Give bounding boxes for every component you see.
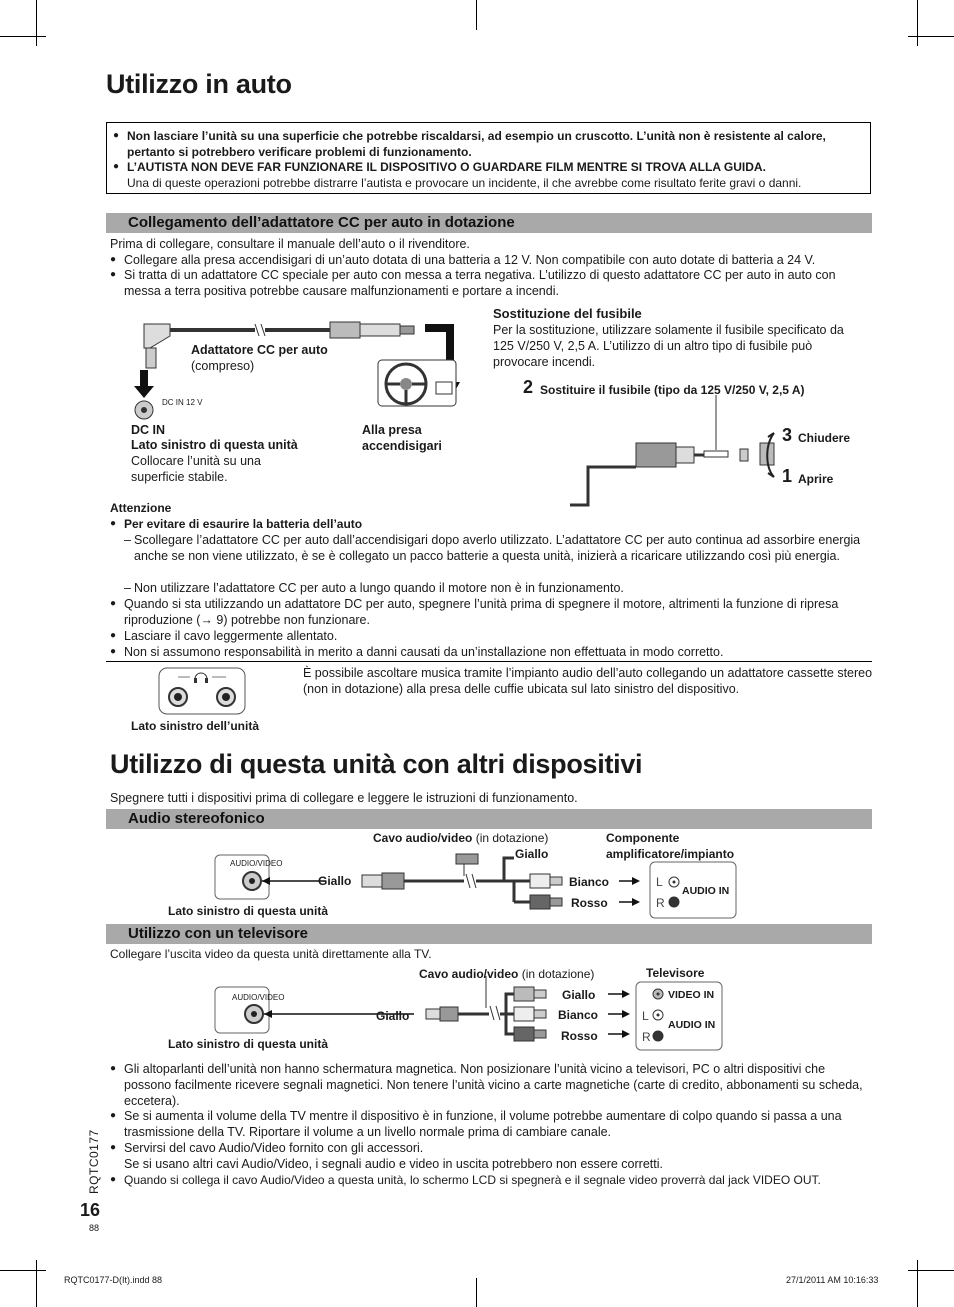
crop-mark [36,0,37,46]
headphone-text: È possibile ascoltare musica tramite l’impianto audio dell’auto collegando un adattatore cassette stereo (non in dotazione) alla presa delle cuffie ubicata sul lato sinistro del dispositivo. [303,666,873,696]
warning-driver-detail: Una di queste operazioni potrebbe distrarre l’autista e provocare un incidente, il che avrebbe come risultato ferite gravi o danni. [127,176,802,190]
dc-in-side-label: Lato sinistro di questa unità [131,438,298,452]
attention-engine-off: – Non utilizzare l’adattatore CC per auto a lungo quando il motore non è in funzionamento. [134,580,864,596]
note-cable-detail: Se si usano altri cavi Audio/Video, i segnali audio e video in uscita potrebbero non essere corretti. [124,1157,663,1171]
fuse-diagram [560,395,793,515]
tv-audio-in: AUDIO IN [668,1019,716,1031]
note-volume: ● Se si aumenta il volume della TV mentre il dispositivo è in funzione, il volume potrebbe aumentare di colpo quando si passa a una trasmissione della TV. Riportare il volume a un livello normale prima di cambiare canale. [124,1108,864,1140]
audio-side-label: Lato sinistro di questa unità [168,904,329,918]
fuse-title: Sostituzione del fusibile [493,306,642,321]
tv-cable-label: Cavo audio/video (in dotazione) [419,967,595,981]
headphone-jack-diagram [158,667,248,717]
attention-liability: ● Non si assumono responsabilità in merito a danni causati da un’installazione non effettuata in modo corretto. [124,644,864,660]
adapter-bullet-ground: ● Si tratta di un adattatore CC speciale per auto con messa a terra negativa. L’utilizzo di questo adattatore CC per auto in auto con messa a terra positiva potrebbe causare malfunzionamenti e portare a incendi. [124,267,864,299]
crop-mark [0,36,46,37]
step-2-number: 2 [523,377,534,397]
adapter-label: Adattatore CC per auto [191,343,328,357]
tv-bianco: Bianco [558,1008,599,1022]
section-bar-tv: Utilizzo con un televisore [106,924,872,944]
note-cable: ● Servirsi del cavo Audio/Video fornito con gli accessori. [124,1140,864,1156]
tv-rosso: Rosso [561,1029,598,1043]
step-1-number: 1 [782,466,793,486]
audio-jack-label: AUDIO/VIDEO [230,859,283,868]
attention-unplug: – Scollegare l’adattatore CC per auto dall’accendisigari dopo averlo utilizzato. L’adattatore CC per auto continua ad assorbire energia anche se non viene utilizzato, è se è collegato un pacco batterie a questa unità, inizierà a ricaricare utilizzando così più energia. [134,532,864,564]
page-title-car: Utilizzo in auto [106,69,292,99]
crop-mark [917,0,918,46]
headphone-side-label: Lato sinistro dell’unità [131,719,260,733]
note-lcd: ● Quando si collega il cavo Audio/Video a questa unità, lo schermo LCD si spegnerà e il segnale video proverrà dal jack VIDEO OUT. [124,1172,884,1188]
footer-date: 27/1/2011 AM 10:16:33 [786,1275,879,1285]
adapter-sublabel: (compreso) [191,359,255,373]
dc-in-small-label: DC IN 12 V [162,398,203,407]
dc-in-label: DC IN [131,423,166,437]
tv-video-in: VIDEO IN [668,989,715,1001]
step-1-label: Aprire [798,472,834,486]
socket-label: Alla presa accendisigari [362,423,442,453]
crop-mark [476,0,477,30]
tv-side-label: Lato sinistro di questa unità [168,1037,329,1051]
step-2-label: Sostituire il fusibile (tipo da 125 V/250 V, 2,5 A) [540,383,805,397]
attention-title: Attenzione [110,501,172,515]
audio-r: R [656,896,665,910]
step-3-label: Chiudere [798,431,851,445]
crop-mark [908,1270,954,1271]
crop-mark [476,1278,477,1307]
step-3-number: 3 [782,425,793,445]
steering-wheel-icon [378,360,458,410]
attention-cable: ● Lasciare il cavo leggermente allentato. [124,628,854,644]
audio-component-label: Componente amplificatore/impianto [606,831,735,861]
tv-r: R [642,1030,651,1044]
tv-l: L [642,1009,649,1023]
doc-code: RQTC0177 [87,1129,101,1194]
warning-box [106,122,871,194]
tv-giallo: Giallo [376,1009,410,1023]
tv-giallo-right: Giallo [562,988,596,1002]
note-magnetic: ● Gli altoparlanti dell’unità non hanno schermatura magnetica. Non posizionare l’unità vicino a televisori, PC o altri dispositivi che possono facilmente ricevere segnali magnetici. Non tenere l’unità vicino a carte magnetiche (carte di credito, abbonamenti su scheda, eccetera). [124,1061,869,1109]
tv-televisore-label: Televisore [646,966,705,980]
footer-filename: RQTC0177-D(It).indd 88 [64,1275,163,1285]
dc-in-note: Collocare l’unità su una superficie stabile. [131,454,261,484]
tv-intro: Collegare l’uscita video da questa unità direttamente alla TV. [110,947,432,961]
audio-bianco: Bianco [569,875,610,889]
audio-in-label: AUDIO IN [682,885,730,897]
section-bar-audio: Audio stereofonico [106,809,872,829]
section-bar-adapter: Collegamento dell’adattatore CC per auto in dotazione [106,213,872,233]
attention-resume: ● Quando si sta utilizzando un adattatore DC per auto, spegnere l’unità prima di spegnere il motore, altrimenti la funzione di ripresa riproduzione (→ 9) potrebbe non funzionare. [124,596,854,628]
warning-driver: ● L’AUTISTA NON DEVE FAR FUNZIONARE IL DISPOSITIVO O GUARDARE FILM MENTRE SI TROVA ALLA GUIDA. [127,159,862,175]
page-title-other: Utilizzo di questa unità con altri dispositivi [110,749,643,779]
crop-mark [908,36,954,37]
audio-l: L [656,875,663,889]
crop-mark [917,1260,918,1307]
crop-mark [36,1260,37,1307]
audio-giallo: Giallo [318,874,352,888]
tv-jack-label: AUDIO/VIDEO [232,993,285,1002]
fuse-text: Per la sostituzione, utilizzare solamente il fusibile specificato da 125 V/250 V, 2,5 A. L’utilizzo di un altro tipo di fusibile può provocare incendi. [493,323,844,369]
page-subnumber: 88 [89,1223,100,1233]
crop-mark [0,1270,46,1271]
divider [106,661,872,662]
audio-rosso: Rosso [571,896,608,910]
attention-battery: ● Per evitare di esaurire la batteria dell’auto [124,516,362,532]
page-number: 16 [80,1200,101,1220]
warning-heat: ● Non lasciare l’unità su una superficie che potrebbe riscaldarsi, ad esempio un cruscotto. L’unità non è resistente al calore, pertanto si potrebbero verificare problemi di funzionamento. [127,128,862,160]
audio-cable-label: Cavo audio/video (in dotazione) [373,831,549,845]
other-intro: Spegnere tutti i dispositivi prima di collegare e leggere le istruzioni di funzionamento. [110,791,578,805]
adapter-intro: Prima di collegare, consultare il manuale dell’auto o il rivenditore. [110,237,470,251]
adapter-bullet-12v: ● Collegare alla presa accendisigari di un’auto dotata di una batteria a 12 V. Non compatibile con auto dotate di batteria a 24 V. [124,252,869,268]
audio-giallo-top: Giallo [515,847,549,861]
